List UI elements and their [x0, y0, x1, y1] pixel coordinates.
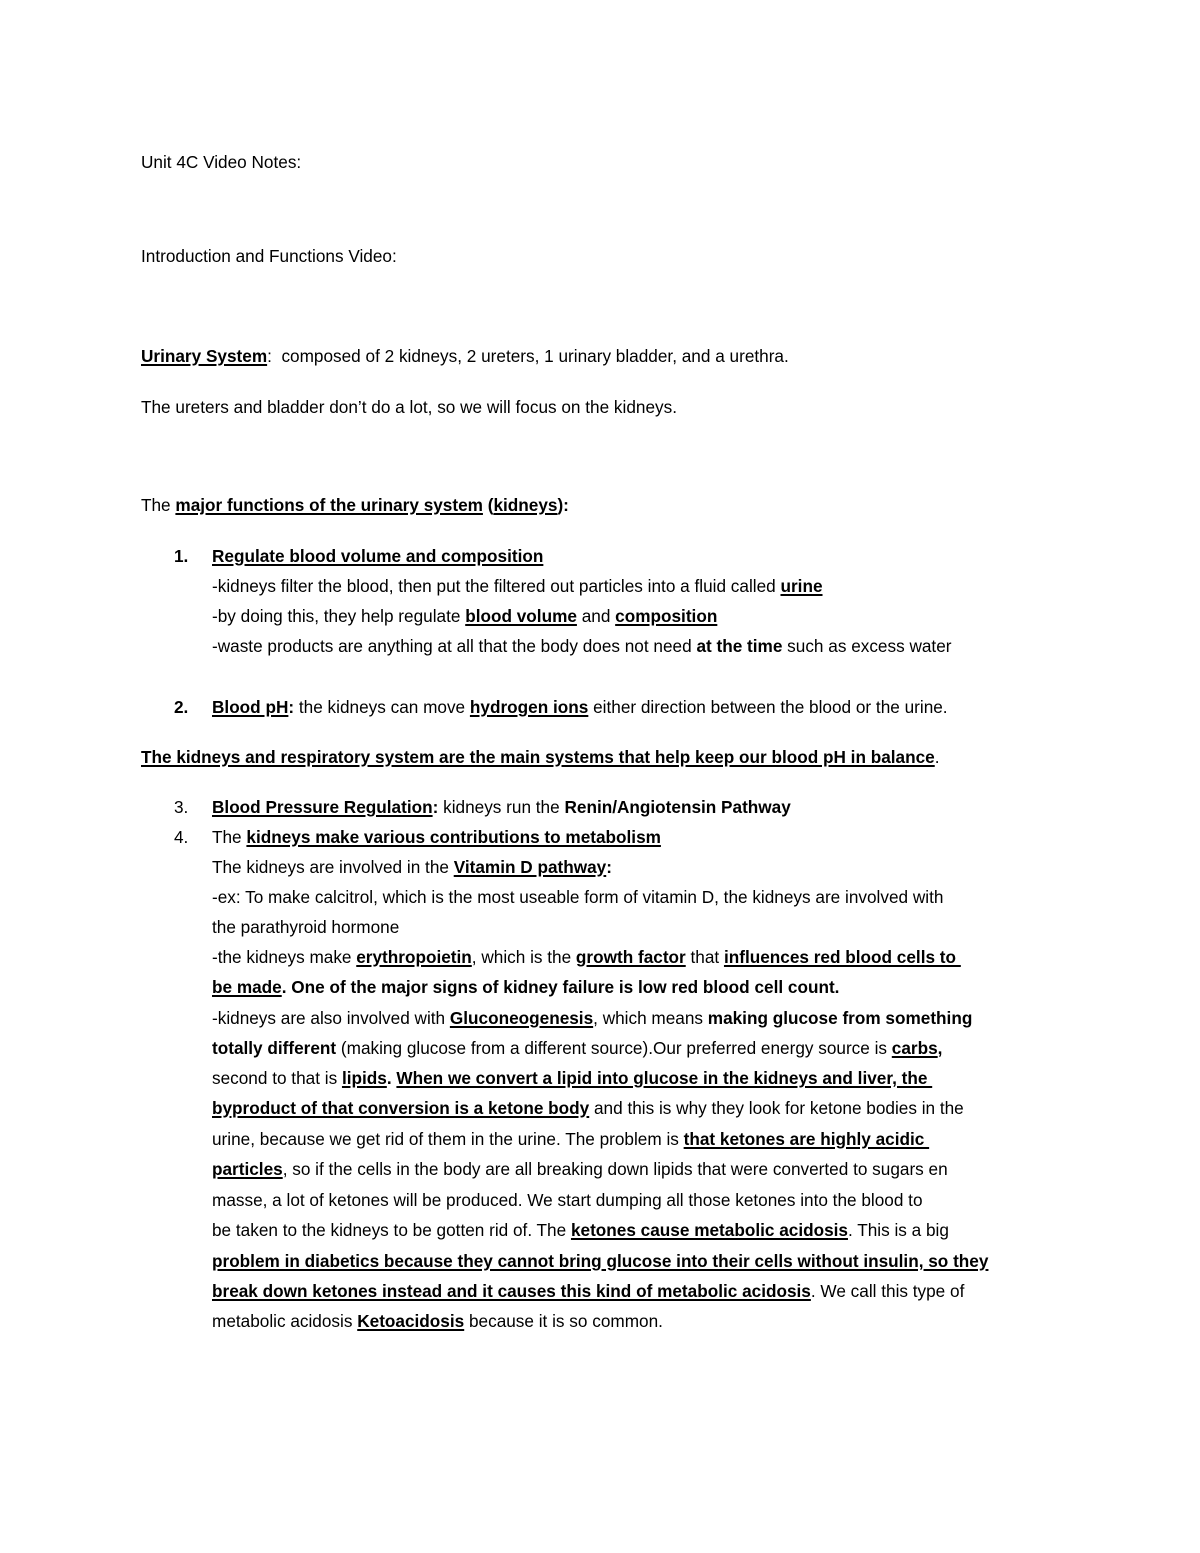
- masse-line: masse, a lot of ketones will be produced. We start dumping all those ketones into the blood to: [212, 1190, 923, 1210]
- byproduct-post: and this is why they look for ketone bodies in the: [589, 1098, 964, 1118]
- be-made-line: [212, 976, 839, 998]
- break-down-line: [212, 1280, 964, 1302]
- blood-ph-term: Blood pH: [212, 697, 289, 717]
- lipids-pre: second to that is: [212, 1068, 342, 1088]
- gluconeogenesis-term: Gluconeogenesis: [449, 1008, 594, 1028]
- item-3-colon: :: [432, 797, 439, 817]
- item-3-number: 3.: [174, 797, 189, 817]
- at-the-time-term: at the time: [696, 636, 783, 656]
- item-1-line-2: [212, 605, 717, 627]
- erythropoietin-mid: , which is the: [471, 947, 576, 967]
- lipids-term: lipids: [341, 1068, 387, 1088]
- hydrogen-ions-term: hydrogen ions: [469, 697, 589, 717]
- metabolic-acidosis-line: [212, 1219, 949, 1241]
- kidney-failure-sign: . One of the major signs of kidney failure is low red blood cell count.: [281, 977, 840, 997]
- lipids-line: [212, 1067, 932, 1089]
- totally-different-line: [212, 1037, 942, 1059]
- making-glucose-term: making glucose from something: [707, 1008, 973, 1028]
- erythropoietin-pre: -the kidneys make: [212, 947, 357, 967]
- energy-source-text: (making glucose from a different source).Our preferred energy source is: [336, 1038, 892, 1058]
- lipids-dot: .: [386, 1068, 397, 1088]
- erythropoietin-term: erythropoietin: [356, 947, 472, 967]
- section-subtitle: Introduction and Functions Video:: [141, 246, 397, 266]
- ureters-line: The ureters and bladder don’t do a lot, so we will focus on the kidneys.: [141, 397, 677, 417]
- item-2-line: [212, 696, 948, 718]
- particles-term: particles: [212, 1159, 283, 1179]
- item-2-colon: :: [288, 697, 295, 717]
- urinary-system-term: Urinary System: [141, 346, 268, 366]
- urine-problem-pre: urine, because we get rid of them in the urine. The problem is: [212, 1129, 684, 1149]
- ketoacidosis-post: because it is so common.: [464, 1311, 663, 1331]
- carbs-comma: ,: [937, 1038, 943, 1058]
- item-1-line-3: [212, 635, 952, 657]
- balance-dot: .: [934, 747, 940, 767]
- carbs-term: carbs: [891, 1038, 938, 1058]
- particles-line: [212, 1158, 948, 1180]
- doc-title: Unit 4C Video Notes:: [141, 152, 302, 172]
- major-pre: The: [141, 495, 176, 515]
- item-1-heading-text: Regulate blood volume and composition: [212, 546, 544, 566]
- break-down-post: . We call this type of: [810, 1281, 965, 1301]
- vitamin-d-line: [212, 856, 612, 878]
- item-1-line-1-text: -kidneys filter the blood, then put the filtered out particles into a fluid called: [212, 576, 781, 596]
- composition-term: composition: [615, 606, 718, 626]
- erythropoietin-line: [212, 946, 961, 968]
- metabolic-acidosis-pre: be taken to the kidneys to be gotten rid of. The: [212, 1220, 571, 1240]
- erythropoietin-mid2: that: [685, 947, 724, 967]
- vitamin-d-term: Vitamin D pathway: [453, 857, 607, 877]
- blood-pressure-term: Blood Pressure Regulation: [212, 797, 433, 817]
- convert-lipid-statement: When we convert a lipid into glucose in the kidneys and liver, the: [396, 1068, 933, 1088]
- growth-factor-term: growth factor: [575, 947, 686, 967]
- item-1-line-3-text: -waste products are anything at all that the body does not need: [212, 636, 697, 656]
- be-made-term: be made: [212, 977, 282, 997]
- urine-term: urine: [780, 576, 823, 596]
- gluconeogenesis-pre: -kidneys are also involved with: [212, 1008, 450, 1028]
- gluconeogenesis-line: [212, 1007, 972, 1029]
- major-functions-term: major functions of the urinary system: [175, 495, 483, 515]
- diabetics-statement: problem in diabetics because they cannot bring glucose into their cells without insulin, so they: [212, 1251, 989, 1271]
- item-4-pre: The: [212, 827, 247, 847]
- item-3-pre: kidneys run the: [438, 797, 565, 817]
- ketoacidosis-pre: metabolic acidosis: [212, 1311, 358, 1331]
- item-2-pre: the kidneys can move: [294, 697, 470, 717]
- item-2-number: 2.: [174, 697, 189, 717]
- diabetics-line: [212, 1250, 988, 1272]
- major-kidneys-term: kidneys: [493, 495, 558, 515]
- major-paren-close: ):: [557, 495, 569, 515]
- vitamin-d-colon: :: [606, 857, 612, 877]
- example-line-1: -ex: To make calcitrol, which is the most useable form of vitamin D, the kidneys are involved with: [212, 887, 944, 907]
- balance-statement: The kidneys and respiratory system are the main systems that help keep our blood pH in balance: [141, 747, 935, 767]
- metabolism-term: kidneys make various contributions to metabolism: [246, 827, 661, 847]
- item-1-heading: [212, 545, 543, 567]
- item-2-post: either direction between the blood or the urine.: [588, 697, 948, 717]
- ketoacidosis-line: [212, 1310, 663, 1332]
- urinary-colon: :: [267, 346, 272, 366]
- gluconeogenesis-mid: , which means: [593, 1008, 708, 1028]
- ketones-acidosis-statement: ketones cause metabolic acidosis: [570, 1220, 848, 1240]
- item-1-line-1: [212, 575, 823, 597]
- item-1-number: 1.: [174, 546, 189, 566]
- vitamin-d-pre: The kidneys are involved in the: [212, 857, 454, 877]
- balance-line: [141, 746, 940, 768]
- item-1-line-2-mid: and: [576, 606, 616, 626]
- blood-volume-term: blood volume: [465, 606, 577, 626]
- urinary-definition: composed of 2 kidneys, 2 ureters, 1 urinary bladder, and a urethra.: [271, 346, 789, 366]
- particles-post: , so if the cells in the body are all breaking down lipids that were converted to sugars en: [282, 1159, 948, 1179]
- byproduct-line: [212, 1097, 964, 1119]
- item-4-number: 4.: [174, 827, 189, 847]
- item-3-line: [212, 796, 791, 818]
- item-1-line-3-post: such as excess water: [782, 636, 952, 656]
- renin-pathway-term: Renin/Angiotensin Pathway: [564, 797, 791, 817]
- item-1-line-2-text: -by doing this, they help regulate: [212, 606, 466, 626]
- metabolic-acidosis-post: . This is a big: [847, 1220, 949, 1240]
- ketoacidosis-term: Ketoacidosis: [357, 1311, 465, 1331]
- byproduct-statement: byproduct of that conversion is a ketone body: [212, 1098, 590, 1118]
- major-paren-open: (: [482, 495, 494, 515]
- item-4-heading: [212, 826, 661, 848]
- urine-problem-line: [212, 1128, 929, 1150]
- break-down-statement: break down ketones instead and it causes this kind of metabolic acidosis: [212, 1281, 811, 1301]
- urinary-system-line: [141, 345, 789, 367]
- ketones-acidic-statement: that ketones are highly acidic: [683, 1129, 930, 1149]
- totally-different-term: totally different: [212, 1038, 337, 1058]
- major-functions-line: [141, 494, 569, 516]
- influences-rbc-term: influences red blood cells to: [723, 947, 961, 967]
- example-line-2: the parathyroid hormone: [212, 917, 400, 937]
